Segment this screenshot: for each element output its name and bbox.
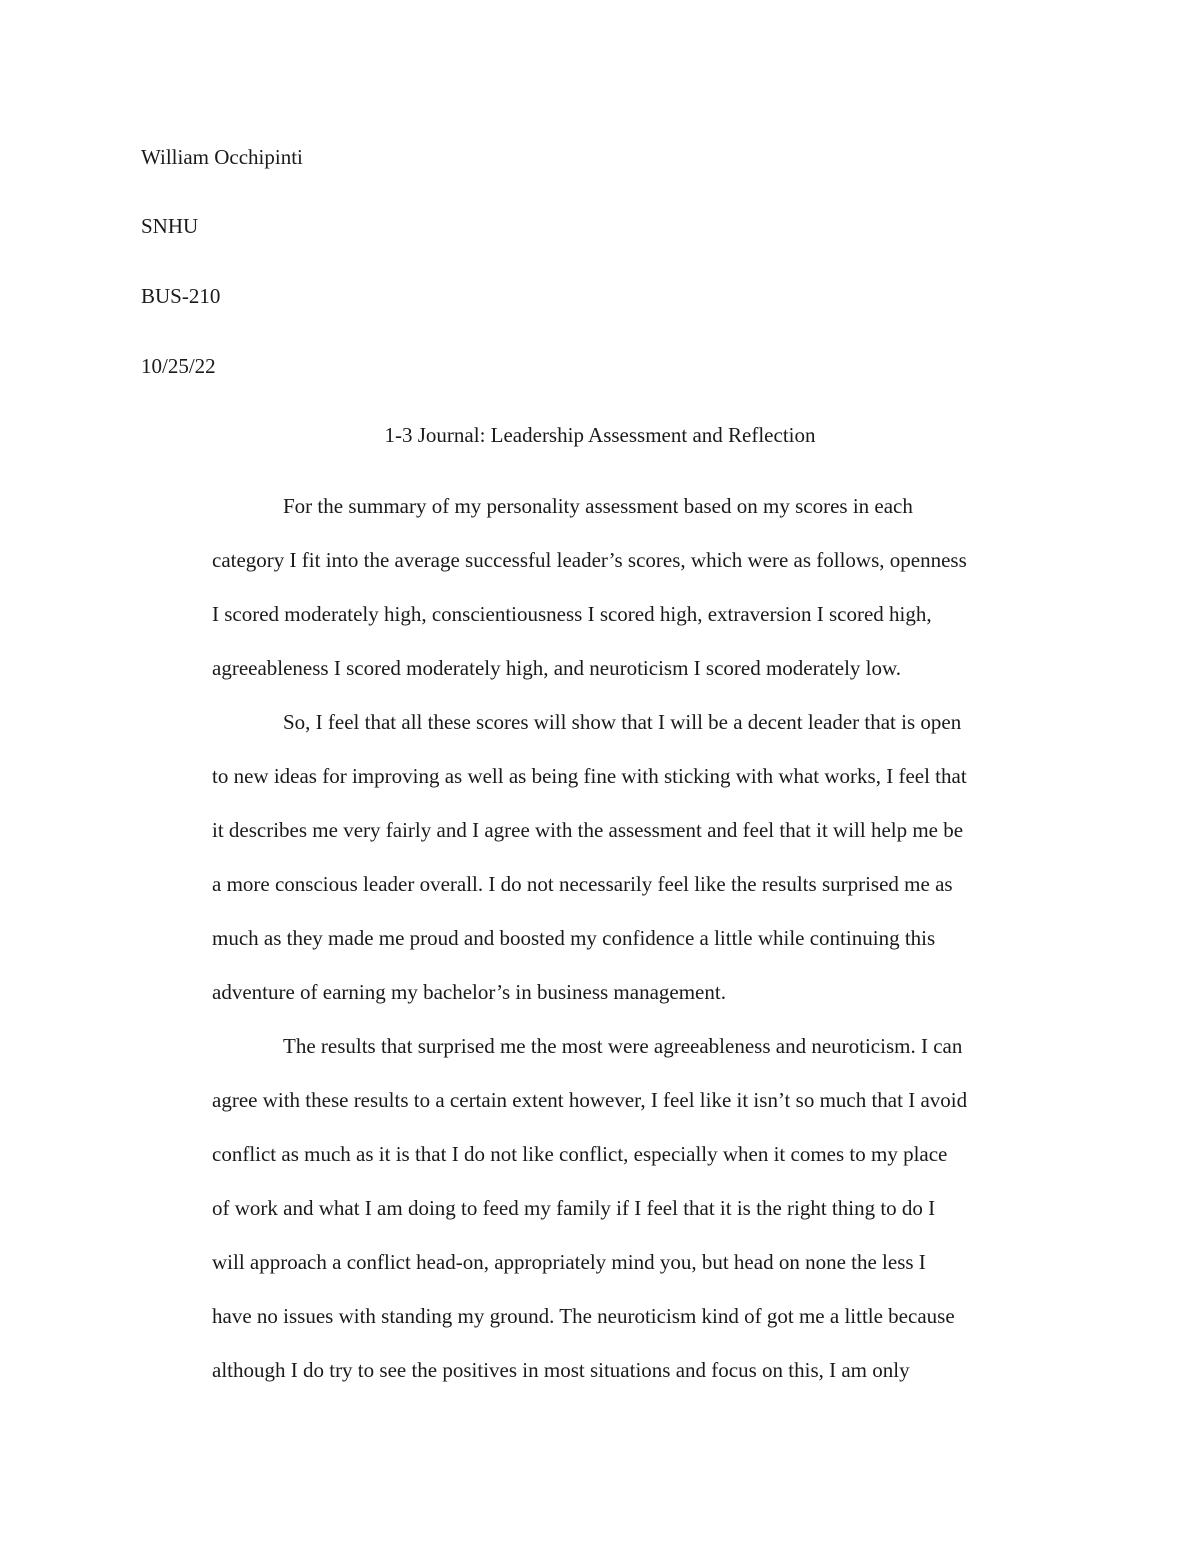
body-line: have no issues with standing my ground. The neuroticism kind of got me a little because (212, 1304, 955, 1328)
body-line: it describes me very fairly and I agree with the assessment and feel that it will help me be (212, 818, 964, 842)
body-line: although I do try to see the positives in most situations and focus on this, I am only (212, 1358, 910, 1382)
body-line: agreeableness I scored moderately high, and neuroticism I scored moderately low. (212, 656, 902, 680)
date: 10/25/22 (141, 354, 216, 378)
document-title: 1-3 Journal: Leadership Assessment and Reflection (384, 423, 816, 447)
body-line: to new ideas for improving as well as being fine with sticking with what works, I feel that (212, 764, 967, 788)
body-line: will approach a conflict head-on, appropriately mind you, but head on none the less I (212, 1250, 926, 1274)
body-line: adventure of earning my bachelor’s in business management. (212, 980, 726, 1004)
body-line: much as they made me proud and boosted my confidence a little while continuing this (212, 926, 936, 950)
body-line: a more conscious leader overall. I do not necessarily feel like the results surprised me as (212, 872, 953, 896)
course-code: BUS-210 (141, 284, 221, 308)
body-line: For the summary of my personality assessment based on my scores in each (283, 494, 913, 518)
body-line: agree with these results to a certain extent however, I feel like it isn’t so much that I avoid (212, 1088, 968, 1112)
body-line: conflict as much as it is that I do not like conflict, especially when it comes to my place (212, 1142, 948, 1166)
body-line: The results that surprised me the most were agreeableness and neuroticism. I can (283, 1034, 963, 1058)
body-line: category I fit into the average successful leader’s scores, which were as follows, openness (212, 548, 967, 572)
body-line: So, I feel that all these scores will show that I will be a decent leader that is open (283, 710, 962, 734)
author-name: William Occhipinti (141, 145, 303, 169)
school-name: SNHU (141, 214, 199, 238)
body-line: I scored moderately high, conscientiousness I scored high, extraversion I scored high, (212, 602, 932, 626)
body-line: of work and what I am doing to feed my family if I feel that it is the right thing to do I (212, 1196, 936, 1220)
